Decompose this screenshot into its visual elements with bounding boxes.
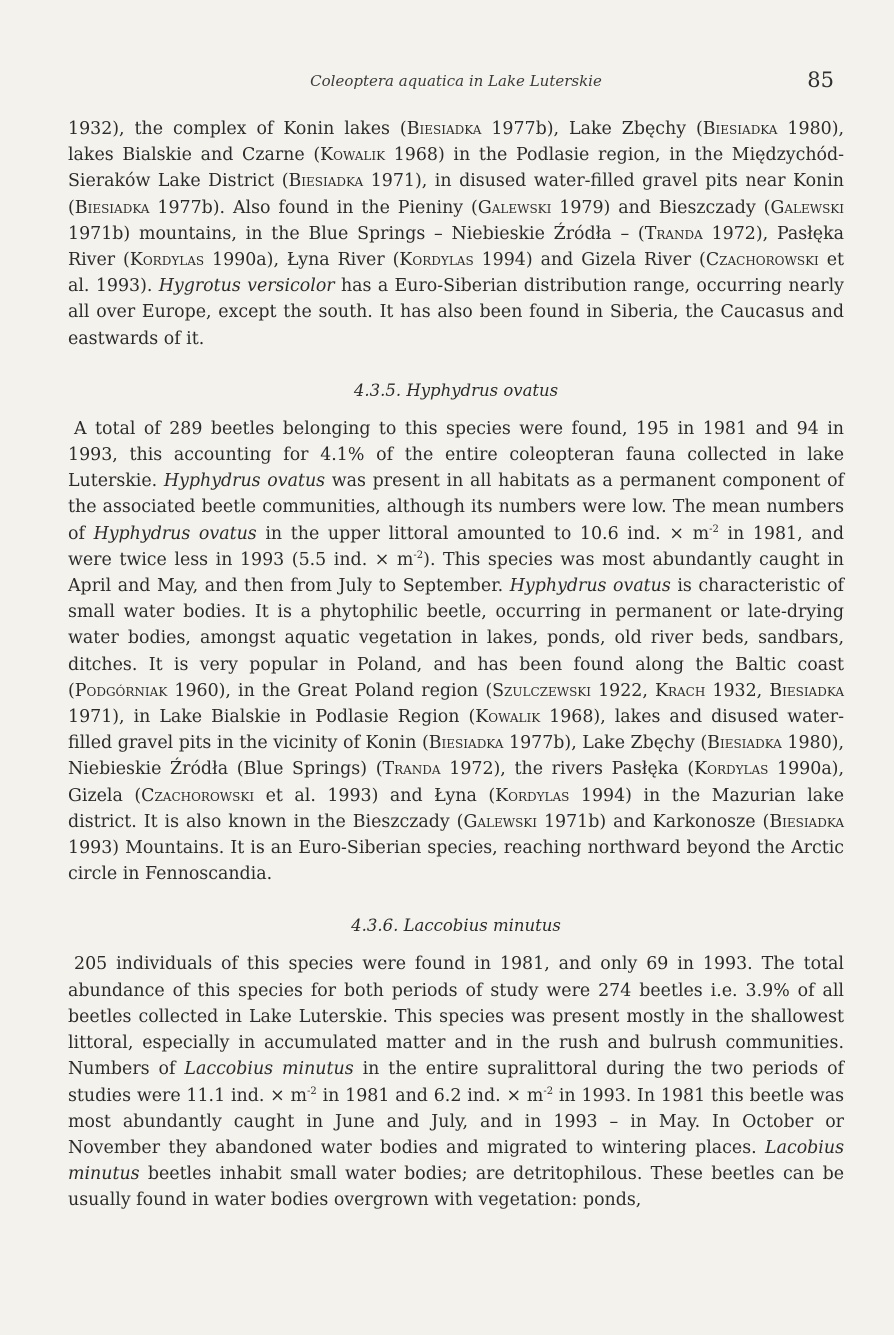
section-heading-laccobius: 4.3.6. Laccobius minutus xyxy=(351,916,561,936)
author-name: Czachorowski xyxy=(705,250,819,271)
species-name: Hyphydrus ovatus xyxy=(163,471,326,492)
author-name: Tranda xyxy=(644,223,703,244)
author-name: Biesiadka xyxy=(288,171,364,192)
species-name: Lacobius minutus xyxy=(68,1137,844,1185)
author-name: Biesiadka xyxy=(74,197,150,218)
author-name: Biesiadka xyxy=(428,733,504,754)
species-name: Hyphydrus ovatus xyxy=(509,576,671,597)
species-name: Hyphydrus ovatus xyxy=(93,523,257,544)
author-name: Biesiadka xyxy=(769,811,844,832)
author-name: Biesiadka xyxy=(406,119,482,139)
running-header xyxy=(68,62,844,102)
paragraph-laccobius: 205 individuals of this species were found in 1981, and only 69 in 1993. The total abundance of this species for both periods of study were 274 beetles i.e. 3.9% of all beetles collected in Lake Luterskie. This species was present mostly in the shallowest littoral, especially in accumulated matter and in the rush and bulrush communities. Numbers of Laccobius minutus in the entire supralittoral during the two periods of studies were 11.1 ind. × $m^{-2}$ in 1981 and 6.2 ind. × $m^{-2}$ in 1993. In 1981 this beetle was most abundantly caught in June and July, and in 1993 – in May. In October or November they abandoned water bodies and migrated to wintering places. Lacobius minutus beetles inhabit small water bodies; are detritophilous. These beetles can be usually found in water bodies overgrown with vegetation: ponds, xyxy=(68,954,844,1211)
author-name: Galewski xyxy=(477,197,552,218)
species-name: Hygrotus versicolor xyxy=(158,276,335,297)
page xyxy=(68,62,844,1214)
author-name: Biesiadka xyxy=(702,119,778,139)
author-name: Kordylas xyxy=(399,250,474,271)
author-name: Szulczewski xyxy=(492,680,591,701)
author-name: Kordylas xyxy=(694,759,769,780)
species-name: Laccobius minutus xyxy=(184,1059,354,1080)
author-name: Kordylas xyxy=(129,250,205,271)
page-number: 85 xyxy=(807,68,834,92)
author-name: Biesiadka xyxy=(707,733,782,754)
author-name: Galewski xyxy=(770,197,844,218)
paragraph-hyphydrus: A total of 289 beetles belonging to this species were found, 195 in 1981 and 94 in 1993, this accounting for 4.1% of the entire coleopteran fauna collected in lake Luterskie. Hyphydrus ovatus was present in all habitats as a permanent component of the associated beetle communities, although its numbers were low. The mean numbers of Hyphydrus ovatus in the upper littoral amounted to 10.6 ind. × $m^{-2}$ in 1981, and were twice less in 1993 (5.5 ind. × $m^{-2}$). This species was most abundantly caught in April and May, and then from July to September. Hyphydrus ovatus is characteristic of small water bodies. It is a phytophilic beetle, occurring in permanent or late-drying water bodies, amongst aquatic vegetation in lakes, ponds, old river beds, sandbars, ditches. It is very popular in Poland, and has been found along the Baltic coast (Podgórniak 1960), in the Great Poland region (Szulczewski 1922, Krach 1932, Biesiadka 1971), in Lake Bialskie in Podlasie Region (Kowalik 1968), lakes and disused water-filled gravel pits in the vicinity of Konin (Biesiadka 1977b), Lake Zbęchy (Biesiadka 1980), Niebieskie Źródła (Blue Springs) (Tranda 1972), the rivers Pasłęka (Kordylas 1990a), Gizela (Czachorowski et al. 1993) and Łyna (Kordylas 1994) in the Mazurian lake district. It is also known in the Bieszczady (Galewski 1971b) and Karkonosze (Biesiadka 1993) Mountains. It is an Euro-Siberian species, reaching northward beyond the Arctic circle in Fennoscandia. xyxy=(68,418,845,885)
paragraph-continued: 1932), the complex of Konin lakes (Biesiadka 1977b), Lake Zbęchy (Biesiadka 1980), lakes Bialskie and Czarne (Kowalik 1968) in the Podlasie region, in the Międzychód-Sieraków Lake District (Biesiadka 1971), in disused water-filled gravel pits near Konin (Biesiadka 1977b). Also found in the Pieniny (Galewski 1979) and Bieszczady (Galewski 1971b) mountains, in the Blue Springs – Niebieskie Źródła – (Tranda 1972), Pasłęka River (Kordylas 1990a), Łyna River (Kordylas 1994) and Gizela River (Czachorowski et al. 1993). Hygrotus versicolor has a Euro-Siberian distribution range, occurring nearly all over Europe, except the south. It has also been found in Siberia, the Caucasus and eastwards of it. xyxy=(68,119,845,349)
author-name: Galewski xyxy=(463,811,538,832)
running-title: Coleoptera aquatica in Lake Luterskie xyxy=(310,72,602,90)
author-name: Czachorowski xyxy=(141,785,255,806)
author-name: Krach xyxy=(654,680,706,701)
author-name: Biesiadka xyxy=(769,680,844,701)
author-name: Podgórniak xyxy=(74,680,168,701)
author-name: Tranda xyxy=(382,759,441,780)
author-name: Kowalik xyxy=(320,145,386,166)
author-name: Kordylas xyxy=(495,785,570,806)
section-heading-hyphydrus: 4.3.5. Hyphydrus ovatus xyxy=(353,380,559,400)
author-name: Kowalik xyxy=(475,707,541,728)
